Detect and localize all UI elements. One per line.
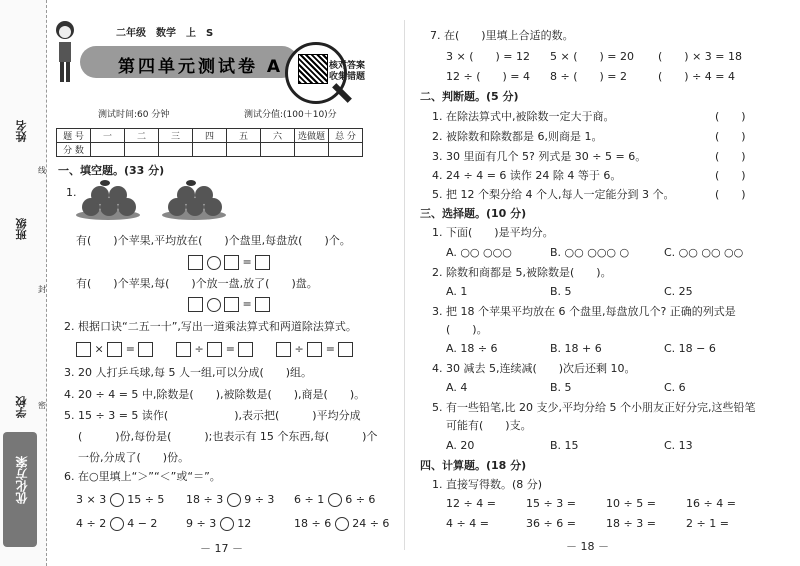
qr-code[interactable] xyxy=(298,54,328,84)
score-cell: 一 xyxy=(91,129,125,143)
compare-circle[interactable] xyxy=(328,493,342,507)
compare-item xyxy=(186,517,251,531)
score-input[interactable] xyxy=(125,143,159,157)
answer-box[interactable] xyxy=(188,255,203,270)
score-input[interactable] xyxy=(295,143,329,157)
section-choice: 三、选择题。(10 分) xyxy=(420,207,527,220)
equals-sign: = xyxy=(242,255,252,269)
equals-sign: = xyxy=(125,342,135,356)
q5-line-3: 一份,分成了( )份。 xyxy=(78,451,190,464)
compare-left: 4 ÷ 2 xyxy=(76,517,107,530)
q7-item: 3 × ( ) = 12 xyxy=(446,50,530,63)
answer-box[interactable] xyxy=(176,342,191,357)
judge-answer[interactable]: ( ) xyxy=(715,130,746,143)
compare-item xyxy=(76,493,164,507)
equals-sign: = xyxy=(225,342,235,356)
compare-item xyxy=(186,493,274,507)
score-input[interactable] xyxy=(193,143,227,157)
choice-option[interactable]: B. ○○ ○○○ ○ xyxy=(550,246,630,259)
score-table-header-row xyxy=(57,129,363,143)
q1-number: 1. xyxy=(66,186,77,199)
choice-q5-line-1: 5. 有一些铅笔,比 20 支少,平均分给 5 个小朋友正好分完,这些铅笔 xyxy=(432,401,756,414)
q1-equation-2 xyxy=(188,297,270,312)
answer-box[interactable] xyxy=(188,297,203,312)
section-judge: 二、判断题。(5 分) xyxy=(420,90,519,103)
q5-line-2: ( )份,每份是( );也表示有 15 个东西,每( )个 xyxy=(78,430,378,443)
qr-caption-1: 核对答案 xyxy=(329,61,366,71)
class-label: 班级 xyxy=(15,218,28,240)
compare-right: 15 ÷ 5 xyxy=(127,493,165,506)
q2-text: 2. 根据口诀“二五一十”,写出一道乘法算式和两道除法算式。 xyxy=(64,320,357,333)
q7-item: ( ) × 3 = 18 xyxy=(658,50,742,63)
compare-item xyxy=(76,517,157,531)
q2-div-equation-2 xyxy=(276,342,353,357)
apple-icon xyxy=(195,186,213,204)
answer-box[interactable] xyxy=(224,255,239,270)
score-cell: 分 数 xyxy=(57,143,91,157)
compare-left: 18 ÷ 3 xyxy=(186,493,224,506)
q7-item: 8 ÷ ( ) = 2 xyxy=(550,70,627,83)
choice-option[interactable]: C. ○○ ○○ ○○ xyxy=(664,246,744,259)
apple-icon xyxy=(91,186,109,204)
leaf-icon xyxy=(186,180,196,186)
choice-q2: 2. 除数和商都是 5,被除数是( )。 xyxy=(432,266,612,279)
binding-sidebar xyxy=(0,0,47,566)
choice-q5-line-2: 可能有( )支。 xyxy=(446,419,532,432)
grade-subject-label: 二年级 数学 上 S xyxy=(116,28,214,39)
judge-answer[interactable]: ( ) xyxy=(715,169,746,182)
choice-q3-line-1: 3. 把 18 个苹果平均放在 6 个盘里,每盘放几个? 正确的列式是 xyxy=(432,305,736,318)
score-cell: 题 号 xyxy=(57,129,91,143)
score-input[interactable] xyxy=(159,143,193,157)
judge-item: 3. 30 里面有几个 5? 列式是 30 ÷ 5 = 6。 xyxy=(432,150,647,163)
calc-item[interactable]: 10 ÷ 5 = xyxy=(606,497,656,510)
choice-option[interactable]: B. 18 + 6 xyxy=(550,342,602,355)
answer-box[interactable] xyxy=(76,342,91,357)
qr-caption-2: 收集错题 xyxy=(329,72,366,82)
cut-mark-1: 线 xyxy=(38,166,46,175)
judge-item: 4. 24 ÷ 4 = 6 读作 24 除 4 等于 6。 xyxy=(432,169,622,182)
school-label: 学校 xyxy=(15,396,28,418)
cut-mark-2: 封 xyxy=(38,285,46,294)
judge-answer[interactable]: ( ) xyxy=(715,150,746,163)
divide-sign: ÷ xyxy=(294,342,304,356)
choice-option[interactable]: A. 4 xyxy=(446,381,468,394)
apple-icon xyxy=(109,186,127,204)
q7-item: 12 ÷ ( ) = 4 xyxy=(446,70,530,83)
q1-line-1: 有( )个苹果,平均放在( )个盘里,每盘放( )个。 xyxy=(76,234,351,247)
choice-option[interactable]: B. 15 xyxy=(550,439,579,452)
compare-item xyxy=(294,493,375,507)
q1-line-2: 有( )个苹果,每( )个放一盘,放了( )盘。 xyxy=(76,277,318,290)
equals-sign: = xyxy=(325,342,335,356)
compare-left: 3 × 3 xyxy=(76,493,107,506)
answer-box[interactable] xyxy=(238,342,253,357)
score-table xyxy=(56,128,363,157)
answer-box[interactable] xyxy=(255,297,270,312)
score-cell: 选做题 xyxy=(295,129,329,143)
leaf-icon xyxy=(100,180,110,186)
calc-item[interactable]: 15 ÷ 3 = xyxy=(526,497,576,510)
score-input[interactable] xyxy=(227,143,261,157)
choice-option[interactable]: A. 18 ÷ 6 xyxy=(446,342,498,355)
choice-option[interactable]: C. 18 − 6 xyxy=(664,342,716,355)
answer-box[interactable] xyxy=(255,255,270,270)
judge-answer[interactable]: ( ) xyxy=(715,110,746,123)
score-cell: 四 xyxy=(193,129,227,143)
compare-circle[interactable] xyxy=(110,517,124,531)
apple-icon xyxy=(177,186,195,204)
calc-item[interactable]: 12 ÷ 4 = xyxy=(446,497,496,510)
brand-logo-text: 优化方案 xyxy=(15,456,29,504)
compare-left: 9 ÷ 3 xyxy=(186,517,217,530)
q1-equation-1 xyxy=(188,255,270,270)
calc-item[interactable]: 36 ÷ 6 = xyxy=(526,517,576,530)
cut-mark-3: 密 xyxy=(38,401,46,410)
score-cell: 六 xyxy=(261,129,295,143)
judge-answer[interactable]: ( ) xyxy=(715,188,746,201)
operator-circle[interactable] xyxy=(207,298,221,312)
choice-option[interactable]: B. 5 xyxy=(550,285,572,298)
compare-right: 4 − 2 xyxy=(127,517,158,530)
page-title: 第四单元测试卷 A xyxy=(118,57,284,77)
score-input[interactable] xyxy=(329,143,363,157)
q7-item: ( ) ÷ 4 = 4 xyxy=(658,70,735,83)
q5-line-1: 5. 15 ÷ 3 = 5 读作( ),表示把( )平均分成 xyxy=(64,409,361,422)
choice-option[interactable]: C. 25 xyxy=(664,285,693,298)
answer-box[interactable] xyxy=(138,342,153,357)
score-cell: 二 xyxy=(125,129,159,143)
compare-right: 24 ÷ 6 xyxy=(352,517,390,530)
compare-left: 6 ÷ 1 xyxy=(294,493,325,506)
exam-score: 测试分值:(100＋10)分 xyxy=(244,110,337,120)
score-cell: 三 xyxy=(159,129,193,143)
score-table-score-row xyxy=(57,143,363,157)
score-input[interactable] xyxy=(261,143,295,157)
equals-sign: = xyxy=(242,297,252,311)
answer-box[interactable] xyxy=(276,342,291,357)
q2-mul-equation xyxy=(76,342,153,357)
name-label: 姓名 xyxy=(15,120,28,142)
judge-item: 1. 在除法算式中,被除数一定大于商。 xyxy=(432,110,615,123)
compare-right: 9 ÷ 3 xyxy=(244,493,275,506)
calc-item[interactable]: 16 ÷ 4 = xyxy=(686,497,736,510)
calc-item[interactable]: 4 ÷ 4 = xyxy=(446,517,489,530)
choice-option[interactable]: C. 13 xyxy=(664,439,693,452)
choice-option[interactable]: A. ○○ ○○○ xyxy=(446,246,512,259)
calc-subtitle: 1. 直接写得数。(8 分) xyxy=(432,478,543,491)
compare-circle[interactable] xyxy=(227,493,241,507)
choice-q4: 4. 30 减去 5,连续减( )次后还剩 10。 xyxy=(432,362,636,375)
q3-text: 3. 20 人打乒乓球,每 5 人一组,可以分成( )组。 xyxy=(64,366,313,379)
score-cell: 五 xyxy=(227,129,261,143)
choice-option[interactable]: B. 5 xyxy=(550,381,572,394)
score-cell: 总 分 xyxy=(329,129,363,143)
q6-text: 6. 在○里填上“＞”“＜”或“＝”。 xyxy=(64,470,221,483)
compare-circle[interactable] xyxy=(335,517,349,531)
judge-item: 5. 把 12 个梨分给 4 个人,每人一定能分到 3 个。 xyxy=(432,188,675,201)
choice-q1: 1. 下面( )是平均分。 xyxy=(432,226,554,239)
section-calc: 四、计算题。(18 分) xyxy=(420,459,527,472)
score-input[interactable] xyxy=(91,143,125,157)
page-number-left: － 17 － xyxy=(200,542,243,555)
q4-text: 4. 20 ÷ 4 = 5 中,除数是( ),被除数是( ),商是( )。 xyxy=(64,388,366,401)
compare-circle[interactable] xyxy=(220,517,234,531)
page-divider xyxy=(404,20,405,550)
compare-right: 12 xyxy=(237,517,252,530)
compare-circle[interactable] xyxy=(110,493,124,507)
choice-option[interactable]: A. 1 xyxy=(446,285,468,298)
exam-time: 测试时间:60 分钟 xyxy=(98,110,170,120)
choice-option[interactable]: A. 20 xyxy=(446,439,475,452)
answer-box[interactable] xyxy=(338,342,353,357)
section-fill-blank: 一、填空题。(33 分) xyxy=(58,164,165,177)
answer-box[interactable] xyxy=(307,342,322,357)
q2-div-equation-1 xyxy=(176,342,253,357)
page-number-right: － 18 － xyxy=(566,540,609,553)
compare-right: 6 ÷ 6 xyxy=(345,493,376,506)
choice-q3-line-2: ( )。 xyxy=(446,323,488,336)
answer-box[interactable] xyxy=(224,297,239,312)
compare-item xyxy=(294,517,389,531)
q7-item: 5 × ( ) = 20 xyxy=(550,50,634,63)
judge-item: 2. 被除数和除数都是 6,则商是 1。 xyxy=(432,130,603,143)
times-sign: × xyxy=(94,342,104,356)
calc-item[interactable]: 18 ÷ 3 = xyxy=(606,517,656,530)
choice-option[interactable]: C. 6 xyxy=(664,381,686,394)
answer-box[interactable] xyxy=(207,342,222,357)
calc-item[interactable]: 2 ÷ 1 = xyxy=(686,517,729,530)
q7-text: 7. 在( )里填上合适的数。 xyxy=(430,29,574,42)
mascot-girl-illustration xyxy=(52,18,78,88)
compare-left: 18 ÷ 6 xyxy=(294,517,332,530)
answer-box[interactable] xyxy=(107,342,122,357)
divide-sign: ÷ xyxy=(194,342,204,356)
operator-circle[interactable] xyxy=(207,256,221,270)
